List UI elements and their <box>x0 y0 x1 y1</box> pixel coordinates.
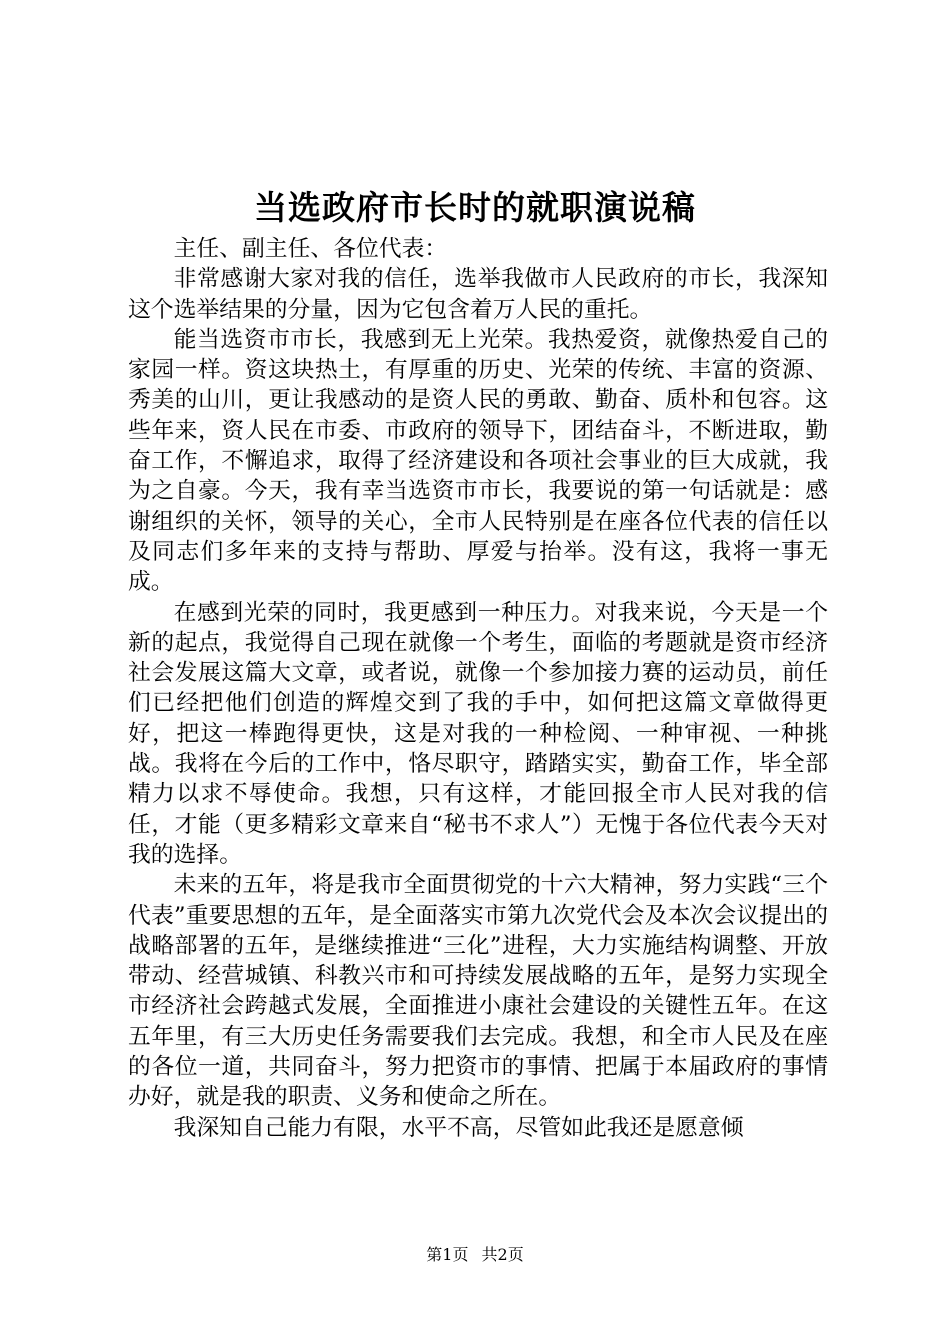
page-total: 共2页 <box>481 1245 524 1264</box>
paragraph: 非常感谢大家对我的信任，选举我做市人民政府的市长，我深知这个选举结果的分量，因为它包含着万人民的重托。 <box>128 266 828 323</box>
paragraph: 在感到光荣的同时，我更感到一种压力。对我来说，今天是一个新的起点，我觉得自己现在就像一个考生，面临的考题就是资市经济社会发展这篇大文章，或者说，就像一个参加接力赛的运动员，前任们已经把他们创造的辉煌交到了我的手中，如何把这篇文章做得更好，把这一棒跑得更快，这是对我的一种检阅、一种审视、一种挑战。我将在今后的工作中，恪尽职守，踏踏实实，勤奋工作，毕全部精力以求不辱使命。我想，只有这样，才能回报全市人民对我的信任，才能（更多精彩文章来自“秘书不求人”）无愧于各位代表今天对我的选择。 <box>128 599 828 868</box>
paragraph: 未来的五年，将是我市全面贯彻党的十六大精神，努力实践“三个代表”重要思想的五年，是全面落实市第九次党代会及本次会议提出的战略部署的五年，是继续推进“三化”进程，大力实施结构调整、开放带动、经营城镇、科教兴市和可持续发展战略的五年，是努力实现全市经济社会跨越式发展，全面推进小康社会建设的关键性五年。在这五年里，有三大历史任务需要我们去完成。我想，和全市人民及在座的各位一道，共同奋斗，努力把资市的事情、把属于本届政府的事情办好，就是我的职责、义务和使命之所在。 <box>128 872 828 1111</box>
document-title: 当选政府市长时的就职演说稿 <box>254 188 696 227</box>
document-body <box>128 234 828 1143</box>
paragraph: 我深知自己能力有限，水平不高，尽管如此我还是愿意倾 <box>173 1114 744 1141</box>
paragraph: 能当选资市市长，我感到无上光荣。我热爱资，就像热爱自己的家园一样。资这块热土，有厚重的历史、光荣的传统、丰富的资源、秀美的山川，更让我感动的是资人民的勇敢、勤奋、质朴和包容。这些年来，资人民在市委、市政府的领导下，团结奋斗，不断进取，勤奋工作，不懈追求，取得了经济建设和各项社会事业的巨大成就，我为之自豪。今天，我有幸当选资市市长，我要说的第一句话就是：感谢组织的关怀，领导的关心，全市人民特别是在座各位代表的信任以及同志们多年来的支持与帮助、厚爱与抬举。没有这，我将一事无成。 <box>128 326 828 596</box>
page-footer <box>0 1245 950 1265</box>
page-number: 第1页 <box>426 1245 469 1264</box>
paragraph-salutation: 主任、副主任、各位代表： <box>173 236 448 262</box>
